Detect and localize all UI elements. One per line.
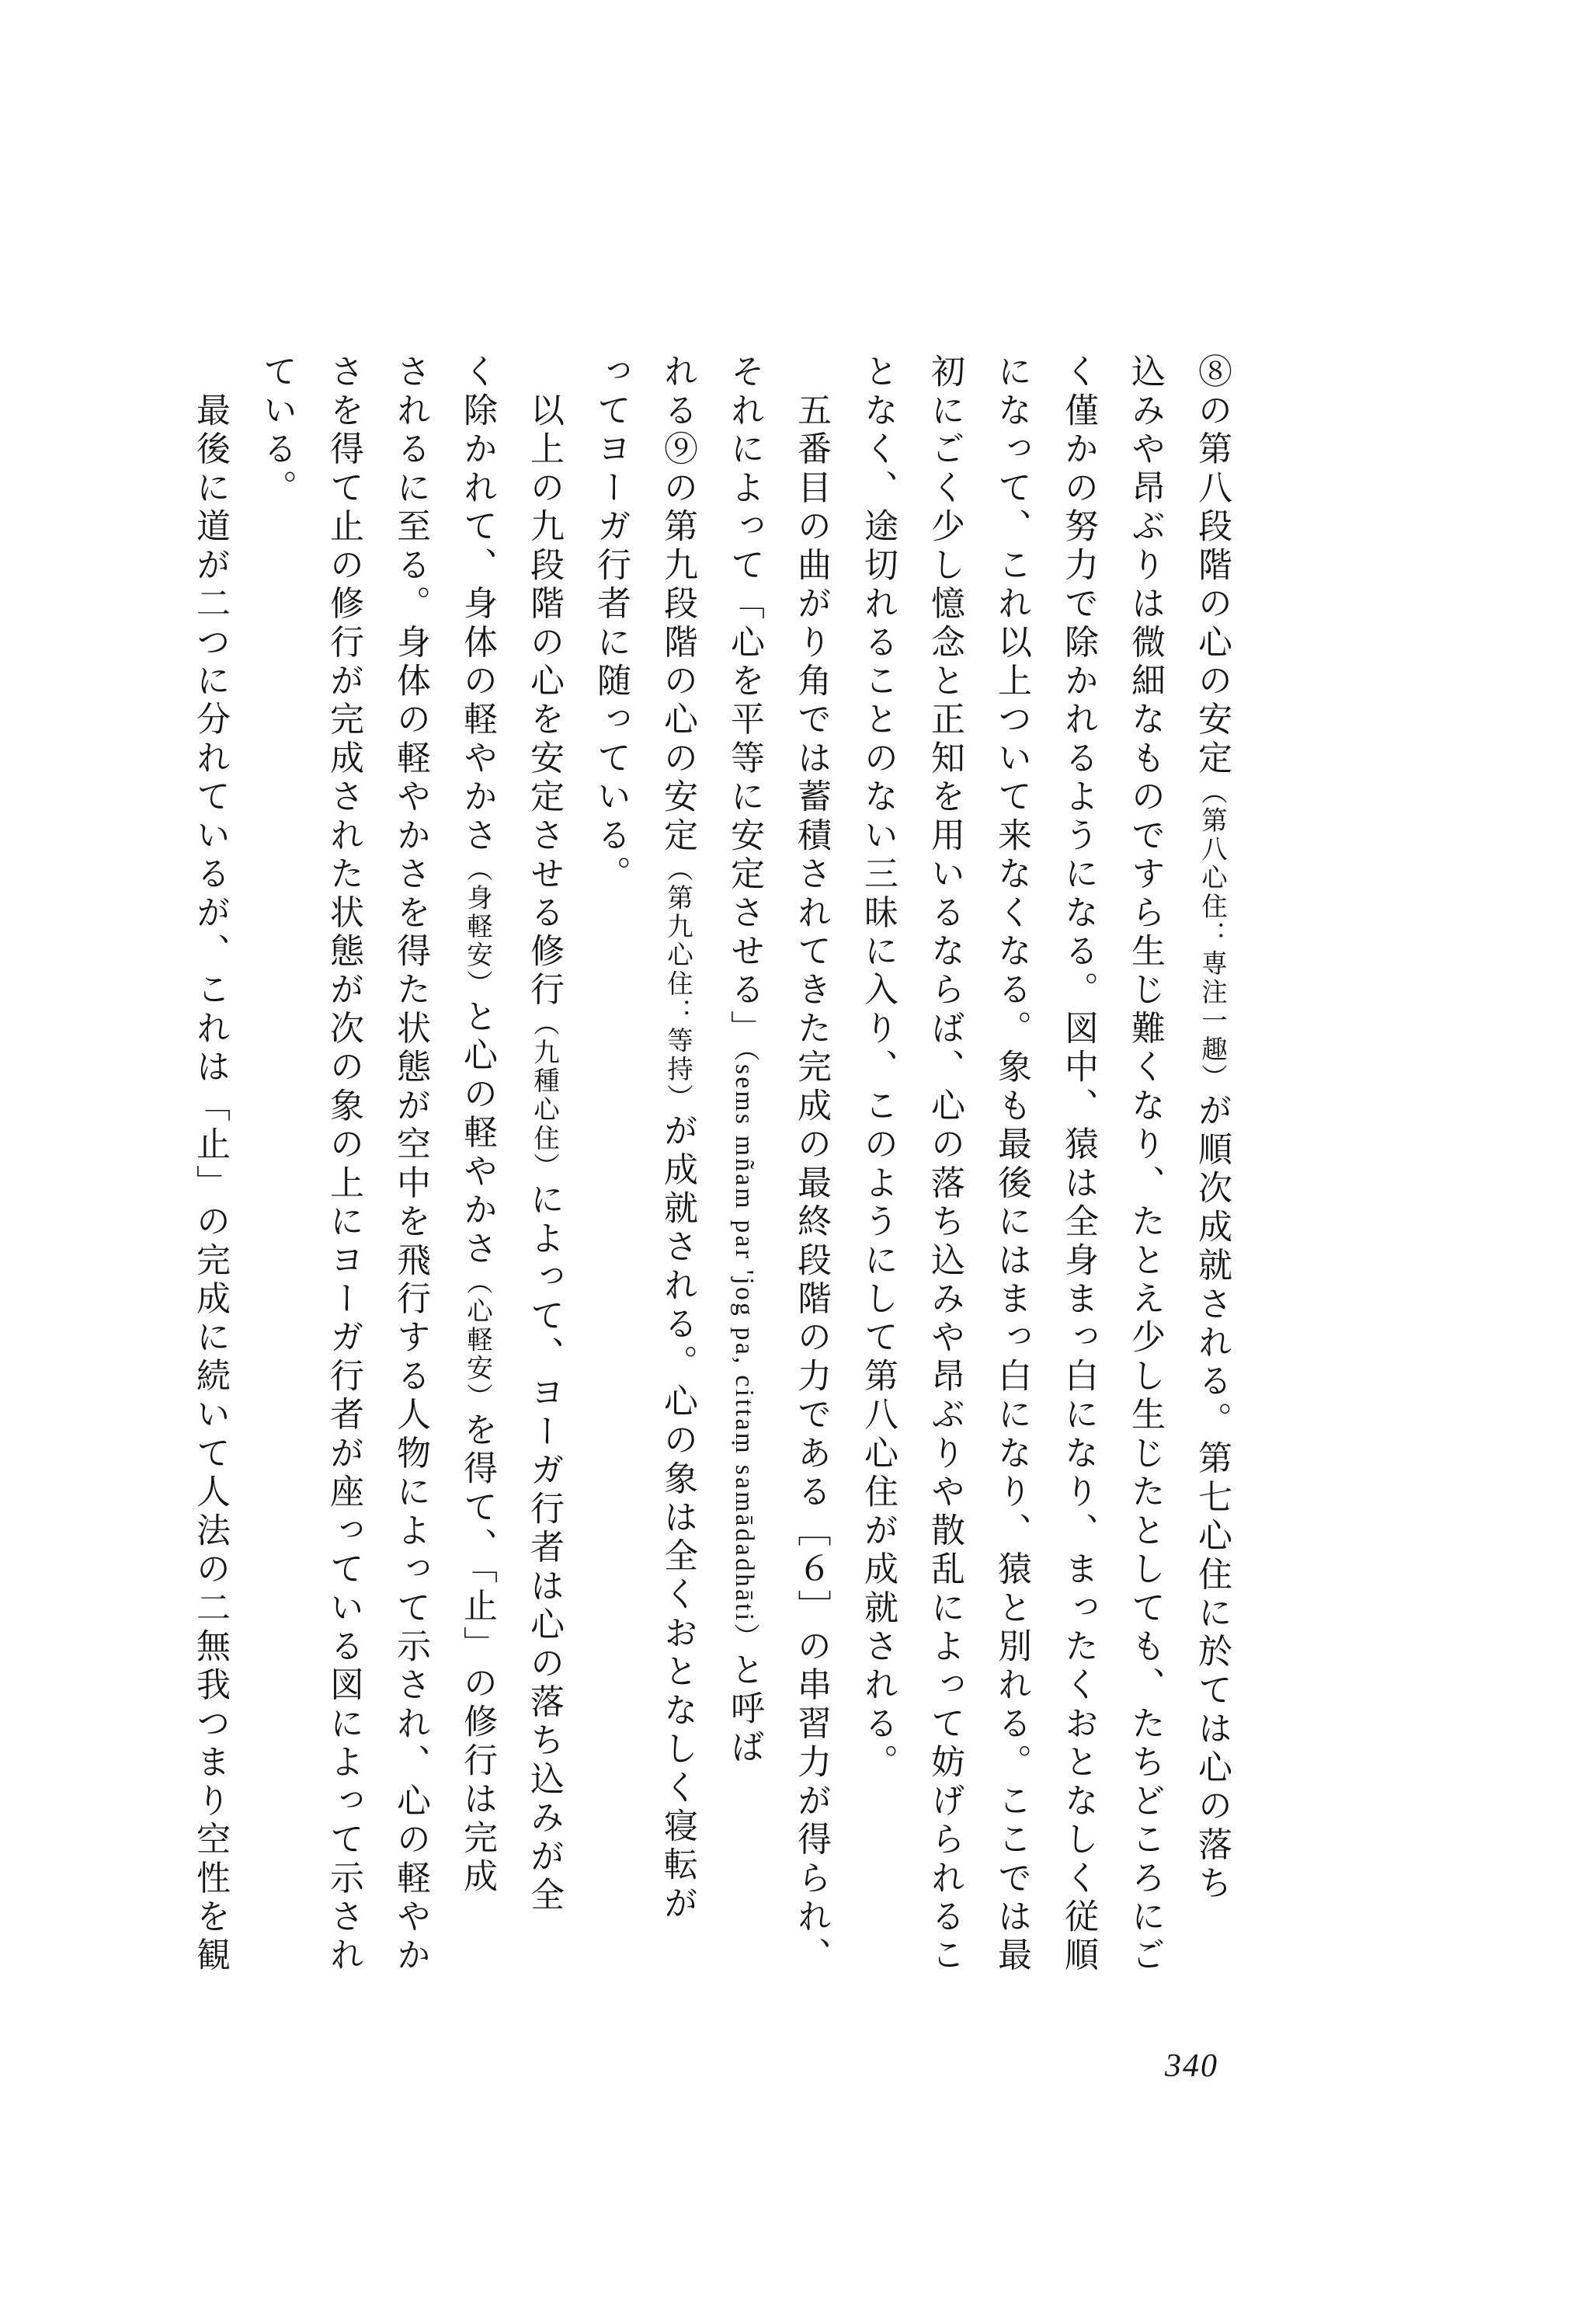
text-column: 込みや昂ぶりは微細なものですら生じ難くなり、たとえ少し生じたとしても、たちどころにご bbox=[1126, 353, 1164, 1976]
vertical-text-block bbox=[175, 353, 1245, 2035]
parenthetical-gloss: （第八心住：専注一趣） bbox=[1197, 778, 1226, 1093]
text-column: ってヨーガ行者に随っている。 bbox=[592, 353, 630, 895]
text-column: となく、途切れることのない三昧に入り、このようにして第八心住が成就される。 bbox=[859, 353, 897, 1783]
text-column: く僅かの努力で除かれるようになる。図中、猿は全身まっ白になり、まったくおとなしく従順 bbox=[1059, 353, 1097, 1976]
parenthetical-gloss: （sems mñam par 'jog pa, cittaṃ samādadhāti） bbox=[730, 1048, 759, 1652]
text-column: 五番目の曲がり角では蓄積されてきた完成の最終段階の力である［６］の串習力が得られ、 bbox=[792, 353, 830, 1976]
paragraph bbox=[176, 353, 243, 2035]
text-column: 初にごく少し憶念と正知を用いるならば、心の落ち込みや昂ぶりや散乱によって妨げられるこ bbox=[926, 353, 964, 1976]
text-column: されるに至る。身体の軽やかさを得た状態が空中を飛行する人物によって示され、心の軽やか bbox=[391, 353, 429, 1976]
paragraph bbox=[844, 353, 1245, 2035]
parenthetical-gloss: （身軽安） bbox=[463, 855, 492, 999]
text-column: それによって「心を平等に安定させる」（sems mñam par 'jog pa, cittaṃ samādadhāti）と呼ば bbox=[725, 353, 763, 1768]
text-column: ⑧の第八段階の心の安定（第八心住：専注一趣）が順次成就される。第七心住に於ては心の落ち bbox=[1193, 353, 1231, 1904]
parenthetical-gloss: （九種心住） bbox=[530, 1010, 558, 1181]
text-column: 最後に道が二つに分れているが、これは「止」の完成に続いて人法の二無我つまり空性を観 bbox=[191, 353, 229, 1976]
parenthetical-gloss: （第九心住：等持） bbox=[663, 855, 692, 1113]
text-column: ている。 bbox=[258, 353, 296, 508]
text-column: になって、これ以上ついて来なくなる。象も最後にはまっ白になり、猿と別れる。ここでは最 bbox=[992, 353, 1031, 1976]
paragraph bbox=[577, 353, 844, 2035]
parenthetical-gloss: （心軽安） bbox=[463, 1268, 492, 1412]
text-column: く除かれて、身体の軽やかさ（身軽安）と心の軽やかさ（心軽安）を得て、「止」の修行は完成 bbox=[458, 353, 496, 1897]
page-number: 340 bbox=[1165, 2048, 1218, 2084]
text-column: さを得て止の修行が完成された状態が次の象の上にヨーガ行者が座っている図によって示され bbox=[325, 353, 363, 1976]
paragraph bbox=[243, 353, 577, 2035]
text-column: れる⑨の第九段階の心の安定（第九心住：等持）が成就される。心の象は全くおとなしく寝転が bbox=[659, 353, 697, 1924]
text-column: 以上の九段階の心を安定させる修行（九種心住）によって、ヨーガ行者は心の落ち込みが全 bbox=[525, 353, 563, 1915]
